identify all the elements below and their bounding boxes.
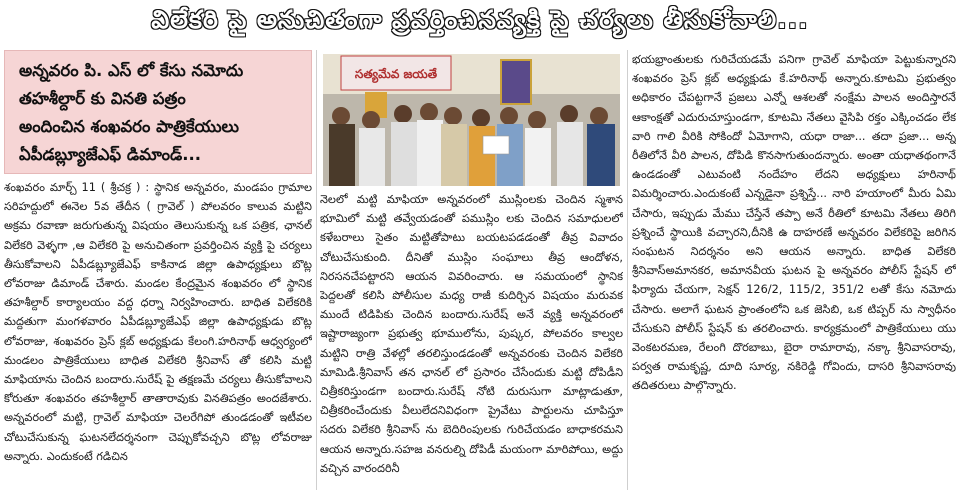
column-divider xyxy=(627,50,628,490)
photo-banner-text: సత్యమేవ జయతే xyxy=(354,67,438,81)
news-photo xyxy=(323,54,620,186)
subheadline-line: తహశీల్దార్ కు వినతి పత్రం xyxy=(19,89,186,108)
headline: విలేకరి పై అనుచితంగా ప్రవర్తించినవ్యక్తి పై చర్యలు తీసుకోవాలి... xyxy=(151,5,809,34)
subheadline-box xyxy=(4,50,312,174)
article-column-1 xyxy=(4,178,312,490)
subheadline-line: అందించిన శంఖవరం పాత్రికేయులు xyxy=(19,117,239,136)
column-divider xyxy=(316,50,317,490)
subheadline-line: ఏపీడబ్ల్యూజేఎఫ్ డిమాండ్... xyxy=(19,145,202,164)
article-text: నెలలో మట్టి మాఫియా అన్నవరంలో ముస్లింలకు చెందిన స్మశాన భూమిలో మట్టి తవ్వేయడంతో పముస్లిం లకు చెందిన సమాధులలో కళేబరాలు సైతం మట్టితోపాటు బయటపడడంతో తీవ్ర వివాదం చోటుచేసుకుంది. దీనితో ముస్లిం సంఘాలు తీవ్ర ఆందోళన, నిరసనచేపట్టారని ఆయన వివరించారు. ఆ సమయంలో స్థానిక పెద్దలతో కలిసి పోలీసుల మధ్య రాజీ కుదిర్చిన విషయం మరువక ముందే టిడిపికు చెందిన బందారు.సురేష్ అనే వ్యక్తి అన్నవరంలో ఇష్టారాజ్యంగా ప్రభుత్వ భూములోను, పుష్కర, పోలవరం కాల్వల మట్టిని రాత్రి వేళల్లో తరలిస్తుండడంతో అన్నవరంకు చెందిన విలేకరి మామిడి.శ్రీనివాస్ తన ఛానల్ లో ప్రసారం చేసేందుకు మట్టి దోపిడీని చిత్రీకరిస్తుండగా బందారు.సురేష్ నోటి దురుసుగా మాట్లాడుతూ, చిత్రీకరించేందుకు వీలులేదనివిధంగా ప్రైవేటు పార్టులను చూపిస్తూ సదరు విలేకరి శ్రీనివాస్ ను బెదిరింపులకు గురిచేయడం బాధాకరమని ఆయన అన్నారు.సహజ వనరుల్ని దోపిడీ మయంగా మారిపోయి, అద్దు వచ్చిన వారందరినీ xyxy=(320,193,623,475)
article-text: శంఖవరం మార్చ్ 11 ( శ్రీచక్ర ) : స్థానిక అన్నవరం, మండపం గ్రామాల సరిహద్దులో ఈనెల 5వ తేదీన ( గ్రావెల్ ) పోలవరం కాలువ మట్టిని అక్రమ రవాణా జరుగుతున్న విషయం తెలుసుకున్న ఒక పత్రిక, ఛానల్ విలేకరి వెళ్ళగా ,ఆ విలేకరి పై అనుచితంగా ప్రవర్తించిన వ్యక్తి పై చర్యలు తీసుకోవాలని ఏపీడబ్ల్యూజేఎఫ్ కాకినాడ జిల్లా ఉపాధ్యక్షులు బొట్ల లోవరాజు డిమాండ్ చేశారు. మండల కేంద్రమైన శంఖవరం లో స్థానిక తహశీల్దార్ కార్యాలయం వద్ద ధర్నా నిర్వహించారు. బాధిత విలేకరికి మద్దతుగా మంగళవారం ఏపీడబ్ల్యూజేఎఫ్ జిల్లా ఉపాధ్యక్షుడు బొట్ల లోవరాజు, శంఖవరం ప్రెస్ క్లబ్ అధ్యక్షుడు కేలంగి.హరినాథ్ ఆధ్వర్యంలో మండలం పాత్రికేయులు బాధిత విలేకరి శ్రీనివాస్ తో కలిసి మట్టి మాఫియాను చెందిన బందారు.సురేష్ పై తక్షణమే చర్యలు తీసుకోవాలని కోరుతూ శంఖవరం తహశీల్దార్ తాతారావుకు వినతిపత్రం అందజేశారు. అన్నవరంలో మట్టి, గ్రావెల్ మాఫియా చెలరేగిపో తుండడంతో ఇటీవల చోటుచేసుకున్న ఘటనలేదర్శనంగా చెప్పుకోవచ్చని బొట్ల లోవరాజు అన్నారు. ఎందుకంటే గడిచిన xyxy=(4,181,312,463)
subheadline-line: అన్నవరం పి. ఎస్ లో కేసు నమోదు xyxy=(19,61,244,80)
article-column-2 xyxy=(320,190,623,490)
article-text: భయభ్రాంతులకు గురిచేయడమే పనిగా గ్రావెల్ మాఫియా పెట్టుకున్నారని శంఖవరం ప్రెస్ క్లబ్ అధ్యక్షుడు కే.హరినాథ్ అన్నారు.కూటమి ప్రభుత్వం అధికారం చేపట్టగానే ప్రజలు ఎన్నో ఆశలతో నంక్షేమ పాలన అందిస్తారనే ఆకాంక్షతో ఎదురుచూస్తుండగా, కూటమి నేతలు వైసిపి రక్తం ఎక్కించడం లేక వారి గాలి వీరికి సోకిందో ఏమోగాని, యధా రాజా... తదా ప్రజా... అన్న రీతిలోనే వీరి పాలన, దోపిడి కొనసాగుతుందన్నారు. అంతా యధాతథంగానే ఉండడంతో ఎటువంటి నందేహం లేదని అధ్యక్షులు హరినాథ్ విమర్శించారు.ఎందుకంటే ఎన్నడైనా ప్రశ్నిస్తే... నారి హయాంలో మీరు ఏమి చేసారు, ఇప్పుడు మేము చేస్తేనే తప్పా అనే రీతిలో కూటమి నేతలు తిరిగి ప్రశ్నించే స్థాయికి వచ్చారని,దీనికి ఉ దాహరణే అన్నవరం విలేకరిపై జరిగిన సంఘటన నిదర్శనం అని ఆయన అన్నారు. బాధిత విలేకరి శ్రీనివాస్అమానకర, అమానవీయ ఘటన పై అన్నవరం పోలీస్ స్టేషన్ లో ఫిర్యాదు చేయగా, సెక్షన్ 126/2, 115/2, 351/2 లతో కేసు నమోదు చేసారు. అలాగే ఘటన ప్రాంతంలోని ఒక జెసిబి, ఒక టిప్పర్ ను స్వాధీనం చేసుకుని పోలీస్ స్టేషన్ కు తరలించారు. కార్యక్రమంలో పాత్రికేయులు యు వెంకటరమణ, రేలంగి దొరబాబు, బైరా రామారావు, నక్కా శ్రీనివాసరావు, పర్వత రామకృష్ణ, దూది సూర్య, నకిరెడ్డి గోవిందు, దాసరి శ్రీనివాసరావు తదితరులు పాల్గొన్నారు. xyxy=(632,53,956,393)
article-column-3 xyxy=(632,50,956,490)
photo-illustration xyxy=(323,54,620,186)
